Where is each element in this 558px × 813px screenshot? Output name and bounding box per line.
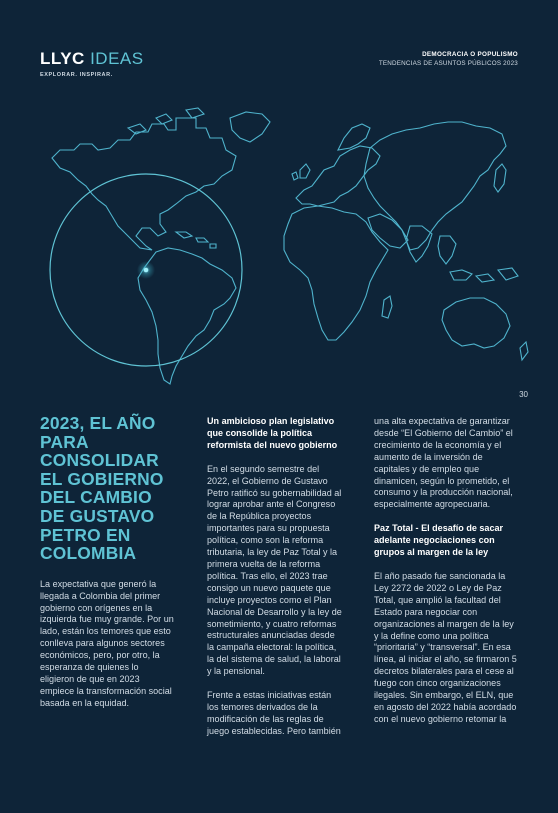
page-number: 30 <box>519 390 528 399</box>
column-2 <box>207 416 342 750</box>
japan-outline <box>494 164 506 192</box>
north-america-outline <box>52 118 236 250</box>
article-intro: La expectativa que generó la llegada a Colombia del primer gobierno con orígenes en la izquierda fue muy grande. Por un lado, están los temores que esto conlleva para algunos sectores económicos, pero, por otro, la esperanza de quienes lo eligieron de que en 2023 empiece la transformación social basada en la equidad. <box>40 578 174 708</box>
section2-paragraph-1: El año pasado fue sancionada la Ley 2272 de 2022 o Ley de Paz Total, que amplió la facultad del Estado para negociar con organizaciones al margen de la ley y la define como una política “prioritaria” y “transversal”. En esa línea, al iniciar el año, se firmaron 5 decretos bilaterales para el cese al fuego con cinco organizaciones ilegales. Sin embargo, el ELN, que en agosto del 2022 había acordado con el nuevo gobierno retomar la <box>374 570 517 724</box>
colombia-marker-dot <box>144 268 149 273</box>
article-title: 2023, EL AÑO PARA CONSOLIDAR EL GOBIERNO DEL CAMBIO DE GUSTAVO PETRO EN COLOMBIA <box>40 413 164 564</box>
greenland-outline <box>230 112 270 142</box>
section1-heading: Un ambicioso plan legislativo que consolide la política reformista del nuevo gobierno <box>207 416 338 450</box>
india-outline <box>406 226 432 262</box>
southeast-asia-outline <box>438 236 456 264</box>
report-series-title: TENDENCIAS DE ASUNTOS PÚBLICOS 2023 <box>378 60 518 67</box>
section1-paragraph-1: En el segundo semestre del 2022, el Gobierno de Gustavo Petro ratificó su gobernabilidad al lograr aprobar ante el Congreso de la República proyectos importantes para su propuesta política, como son la reforma tributaria, la ley de Paz Total y la primera vuelta de la reforma política. Tras ello, el 2023 trae consigo un nuevo paquete que incluye proyectos como el Plan Nacional de Desarrollo y la ley de sometimiento, y cuatro reformas estructurales anunciadas desde la campaña electoral: la política, la del sistema de salud, la laboral y la pensional. <box>207 463 342 677</box>
brand-tagline: EXPLORAR. INSPIRAR. <box>40 72 113 78</box>
report-section-title: DEMOCRACIA O POPULISMO <box>422 51 518 58</box>
asia-outline <box>364 122 506 250</box>
uk-outline <box>292 164 310 180</box>
africa-outline <box>284 206 388 340</box>
section1-paragraph-2: Frente a estas iniciativas están los temores derivados de la modificación de las reglas de juego establecidas. Pero también <box>207 690 341 736</box>
world-map-illustration <box>0 0 558 400</box>
scandinavia-outline <box>338 124 370 150</box>
caribbean-outline <box>176 232 216 248</box>
new-zealand-outline <box>520 342 528 360</box>
madagascar-outline <box>382 296 392 318</box>
indonesia-outline <box>450 268 518 282</box>
column-1 <box>40 414 175 722</box>
section2-heading: Paz Total - El desafío de sacar adelante negociaciones con grupos al margen de la ley <box>374 523 504 558</box>
brand-light: IDEAS <box>90 49 144 68</box>
brand-bold: LLYC <box>40 49 85 68</box>
column3-paragraph-1: una alta expectativa de garantizar desde “El Gobierno del Cambio” el crecimiento de la economía y el aumento de la inversión de capitales y de empleo que dinamicen, según lo prometido, el consumo y la producción nacional, especialmente agropecuaria. <box>374 416 513 510</box>
europe-outline <box>296 146 380 206</box>
column-3 <box>374 416 519 738</box>
arctic-islands-outline <box>128 108 204 134</box>
australia-outline <box>442 298 510 348</box>
